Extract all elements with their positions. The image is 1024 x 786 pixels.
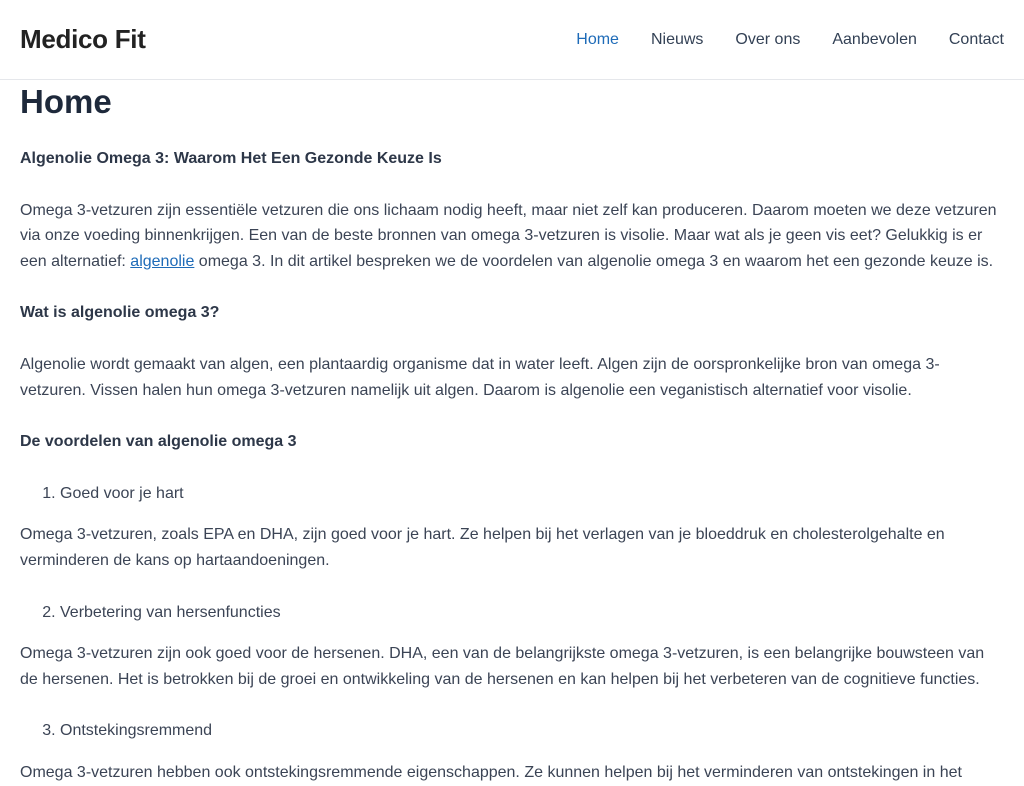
nav-home[interactable]: Home [576, 30, 619, 48]
article-heading [20, 146, 1004, 172]
paragraph: Omega 3-vetzuren hebben ook ontstekingsremmende eigenschappen. Ze kunnen helpen bij het verminderen van ontstekingen in het [20, 763, 962, 781]
section-heading [20, 429, 1004, 455]
paragraph: Omega 3-vetzuren zijn ook goed voor de hersenen. DHA, een van de belangrijkste omega 3-vetzuren, is een belangrijke bouwsteen van de hersenen. Het is betrokken bij de groei en ontwikkeling van de hersenen en kan helpen bij het verbeteren van de cognitieve functies. [20, 645, 985, 688]
intro-text: Omega 3-vetzuren zijn essentiële vetzuren die ons lichaam nodig heeft, maar niet zelf kan produceren. Daarom moeten we deze vetzuren via onze voeding binnenkrijgen. Een van de beste bronnen van omega 3-vetzuren is visolie. Maar wat als je geen vis eet? Gelukkig is er een alternatief: [20, 201, 997, 270]
nav-nieuws[interactable]: Nieuws [650, 30, 704, 48]
nav-contact[interactable]: Contact [948, 30, 1004, 48]
site-logo[interactable]: Medico Fit [20, 24, 146, 54]
benefit-list [20, 718, 1004, 744]
article-heading-text: Algenolie Omega 3: Waarom Het Een Gezonde Keuze Is [20, 150, 442, 167]
benefit-list [20, 600, 1004, 626]
intro-text-end: omega 3. In dit artikel bespreken we de voordelen van algenolie omega 3 en waarom het een gezonde keuze is. [194, 252, 994, 270]
paragraph: Omega 3-vetzuren, zoals EPA en DHA, zijn goed voor je hart. Ze helpen bij het verlagen van je bloeddruk en cholesterolgehalte en verminderen de kans op hartaandoeningen. [20, 526, 945, 569]
benefit-list [20, 481, 1004, 507]
site-header [0, 0, 1024, 80]
section-heading-text: Wat is algenolie omega 3? [20, 304, 220, 322]
nav-aanbevolen[interactable]: Aanbevolen [832, 30, 917, 48]
nav-over-ons[interactable]: Over ons [735, 30, 801, 48]
main-nav [544, 31, 1004, 49]
intro-paragraph [20, 198, 1004, 275]
article-body [20, 146, 1004, 786]
list-item: 2. Verbetering van hersenfuncties [60, 600, 1004, 626]
page-title: Home [20, 83, 112, 120]
main-content [0, 82, 1024, 786]
list-item: 1. Goed voor je hart [60, 481, 1004, 507]
section-heading [20, 300, 1004, 326]
algenolie-link[interactable]: algenolie [130, 252, 195, 270]
paragraph: Algenolie wordt gemaakt van algen, een plantaardig organisme dat in water leeft. Algen zijn de oorspronkelijke bron van omega 3-vetzuren. Vissen halen hun omega 3-vetzuren namelijk uit algen. Daarom is algenolie een veganistisch alternatief voor visolie. [20, 355, 940, 399]
section-heading-text: De voordelen van algenolie omega 3 [20, 433, 297, 451]
list-item: 3. Ontstekingsremmend [60, 718, 1004, 744]
